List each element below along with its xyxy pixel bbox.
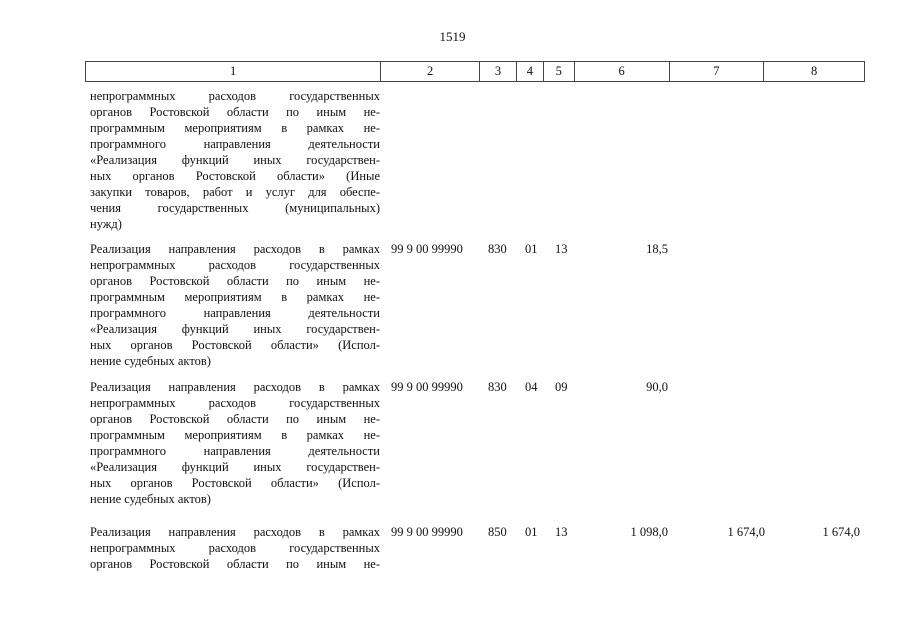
description-line: нужд) <box>90 217 122 231</box>
description-line: нение судебных актов) <box>90 354 211 368</box>
description-line: программным мероприятиям в рамках не- <box>90 290 380 304</box>
description-line: непрограммных расходов государственных <box>90 89 380 103</box>
description-line: органов Ростовской области по иным не- <box>90 274 380 288</box>
description-line: непрограммных расходов государственных <box>90 541 380 555</box>
amount-year-1: 90,0 <box>646 380 668 394</box>
header-col-6: 6 <box>575 62 670 81</box>
amount-year-3: 1 674,0 <box>822 525 860 539</box>
subsection-code: 09 <box>555 380 568 394</box>
description-line: чения государственных (муниципальных) <box>90 201 380 215</box>
section-code: 04 <box>525 380 538 394</box>
description-line: ных органов Ростовской области» (Испол- <box>90 476 380 490</box>
subsection-code: 13 <box>555 525 568 539</box>
description-line: органов Ростовской области по иным не- <box>90 557 380 571</box>
description-line: программного направления деятельности <box>90 137 380 151</box>
header-col-1: 1 <box>86 62 381 81</box>
expense-type: 850 <box>488 525 507 539</box>
amount-year-1: 1 098,0 <box>630 525 668 539</box>
table-header-row <box>85 61 865 82</box>
header-col-7: 7 <box>670 62 765 81</box>
expense-type: 830 <box>488 380 507 394</box>
header-col-4: 4 <box>517 62 544 81</box>
description-line: «Реализация функций иных государствен- <box>90 153 380 167</box>
header-col-8: 8 <box>810 64 818 78</box>
description-line: программного направления деятельности <box>90 444 380 458</box>
description-line: программным мероприятиям в рамках не- <box>90 121 380 135</box>
description-line: «Реализация функций иных государствен- <box>90 460 380 474</box>
section-code: 01 <box>525 525 538 539</box>
description-line: ных органов Ростовской области» (Иные <box>90 169 380 183</box>
description-line: органов Ростовской области по иным не- <box>90 412 380 426</box>
subsection-code: 13 <box>555 242 568 256</box>
description-line: непрограммных расходов государственных <box>90 396 380 410</box>
section-code: 01 <box>525 242 538 256</box>
description-line: непрограммных расходов государственных <box>90 258 380 272</box>
row-description <box>90 241 380 369</box>
description-line: Реализация направления расходов в рамках <box>90 242 380 256</box>
row-description <box>90 379 380 507</box>
header-col-3: 3 <box>480 62 517 81</box>
description-line: программного направления деятельности <box>90 306 380 320</box>
description-line: программным мероприятиям в рамках не- <box>90 428 380 442</box>
target-article-code: 99 9 00 99990 <box>391 525 463 539</box>
target-article-code: 99 9 00 99990 <box>391 380 463 394</box>
target-article-code: 99 9 00 99990 <box>391 242 463 256</box>
expense-type: 830 <box>488 242 507 256</box>
header-col-5: 5 <box>544 62 575 81</box>
description-line: Реализация направления расходов в рамках <box>90 380 380 394</box>
amount-year-1: 18,5 <box>646 242 668 256</box>
description-line: ных органов Ростовской области» (Испол- <box>90 338 380 352</box>
header-col-2: 2 <box>381 62 480 81</box>
description-line: закупки товаров, работ и услуг для обеспе- <box>90 185 380 199</box>
description-line: «Реализация функций иных государствен- <box>90 322 380 336</box>
amount-year-2: 1 674,0 <box>727 525 765 539</box>
row-description <box>90 88 380 232</box>
description-line: Реализация направления расходов в рамках <box>90 525 380 539</box>
page-number: 1519 <box>439 29 466 44</box>
description-line: нение судебных актов) <box>90 492 211 506</box>
row-description <box>90 524 380 572</box>
description-line: органов Ростовской области по иным не- <box>90 105 380 119</box>
